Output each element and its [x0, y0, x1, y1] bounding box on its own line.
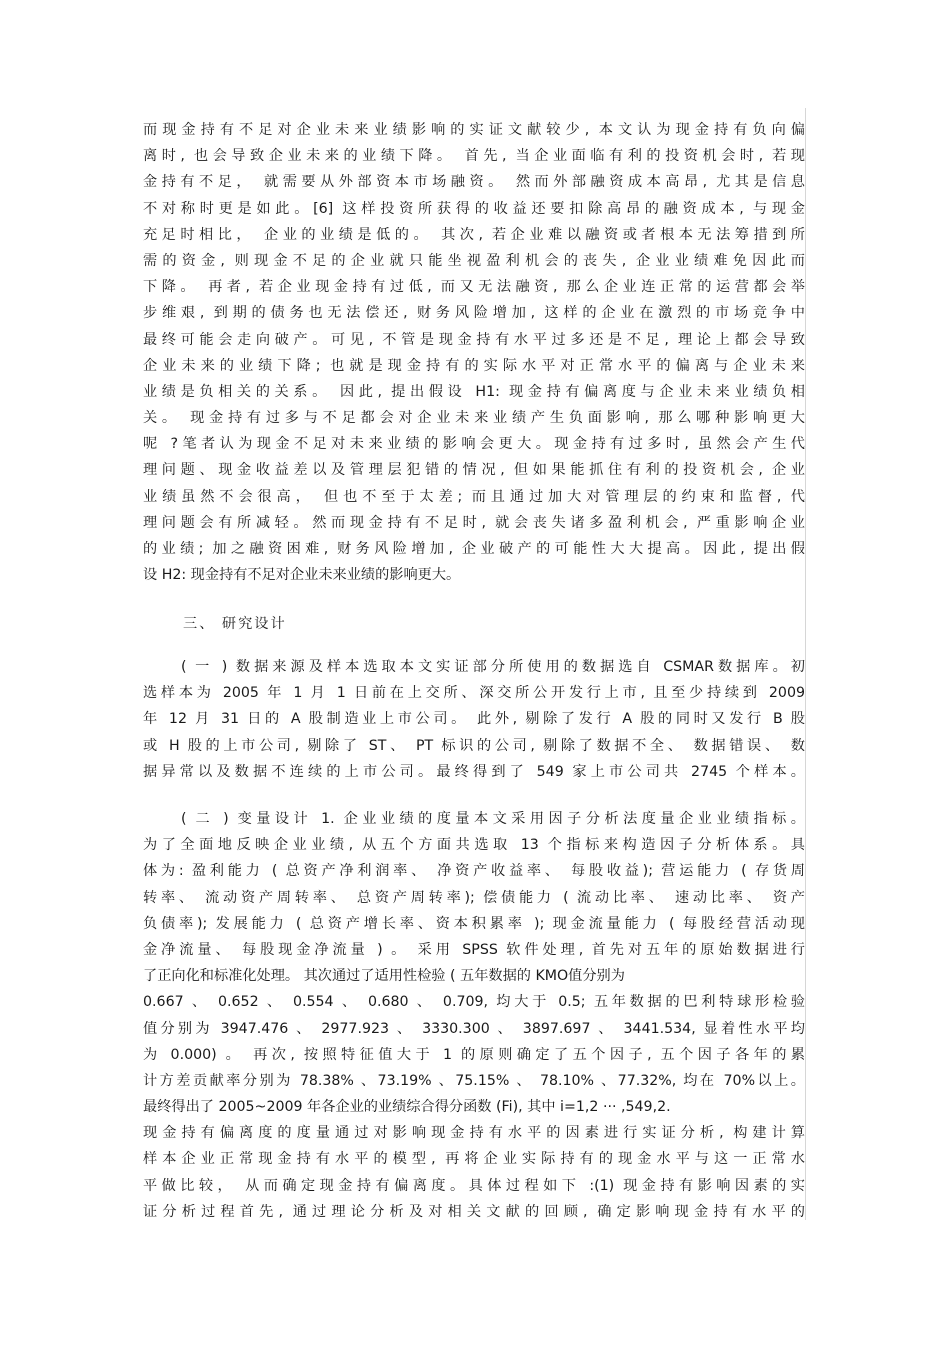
- text-line: 而现金持有不足对企业未来业绩影响的实证文献较少, 本文认为现金持有负向偏: [143, 122, 805, 138]
- text-line: 体为: 盈利能力 ( 总资产净利润率、 净资产收益率、 每股收益); 营运能力 ( 存货周: [143, 863, 805, 880]
- text-line: 金净流量、 每股现金净流量 ) 。 采用 SPSS 软件处理, 首先对五年的原始数据进行: [143, 941, 805, 958]
- text-line: 下降。 再者, 若企业现金持有过低, 而又无法融资, 那么企业连正常的运营都会举: [143, 279, 805, 296]
- text-line: 负债率); 发展能力 ( 总资产增长率、资本积累率 ); 现金流量能力 ( 每股经营活动现: [143, 915, 805, 932]
- text-line: 充足时相比， 企业的业绩是低的。 其次, 若企业难以融资或者根本无法筹措到所: [143, 226, 805, 243]
- text-line: 证分析过程首先, 通过理论分析及对相关文献的回顾, 确定影响现金持有水平的: [143, 1203, 805, 1220]
- text-line: 计方差贡献率分别为 78.38% 、73.19% 、75.15% 、 78.10% 、77.32%, 均在 70%以上。: [143, 1072, 805, 1089]
- text-line: 的业绩; 加之融资困难, 财务风险增加, 企业破产的可能性大大提高。因此, 提出假: [143, 541, 805, 557]
- text-line: 现金持有偏离度的度量通过对影响现金持有水平的因素进行实证分析, 构建计算: [143, 1125, 805, 1142]
- text-line: 设 H2: 现金持有不足对企业未来业绩的影响更大。: [143, 567, 461, 584]
- text-line: 为了全面地反映企业业绩, 从五个方面共选取 13 个指标来构造因子分析体系。具: [143, 837, 805, 854]
- text-line: ( 二 ) 变量设计 1. 企业业绩的度量本文采用因子分析法度量企业业绩指标。: [181, 811, 805, 827]
- text-line: 最终得出了 2005~2009 年各企业的业绩综合得分函数 (Fi), 其中 i=1,2 ··· ,549,2.: [143, 1099, 671, 1116]
- section-heading: 三、 研究设计: [183, 616, 287, 632]
- text-line: 关。 现金持有过多与不足都会对企业未来业绩产生负面影响, 那么哪种影响更大: [143, 410, 805, 427]
- text-line: 转率、 流动资产周转率、 总资产周转率); 偿债能力 ( 流动比率、 速动比率、 资产: [143, 889, 805, 906]
- text-line: 离时, 也会导致企业未来的业绩下降。 首先, 当企业面临有利的投资机会时, 若现: [143, 148, 805, 165]
- text-line: 理问题会有所减轻。然而现金持有不足时, 就会丧失诸多盈利机会, 严重影响企业: [143, 514, 805, 531]
- text-line: 金持有不足， 就需要从外部资本市场融资。 然而外部融资成本高昂, 尤其是信息: [143, 174, 805, 191]
- text-line: 值分别为 3947.476 、 2977.923 、 3330.300 、 3897.697 、 3441.534, 显着性水平均: [143, 1020, 805, 1037]
- text-line: 0.667 、 0.652 、 0.554 、 0.680 、 0.709, 均大于 0.5; 五年数据的巴利特球形检验: [143, 994, 805, 1011]
- text-line: 呢 ?笔者认为现金不足对未来业绩的影响会更大。现金持有过多时, 虽然会产生代: [143, 436, 805, 453]
- text-line: 企业未来的业绩下降; 也就是现金持有的实际水平对正常水平的偏离与企业未来: [143, 357, 805, 374]
- page-divider-rule: [805, 108, 806, 1220]
- text-line: 需的资金, 则现金不足的企业就只能坐视盈利机会的丧失, 企业业绩难免因此而: [143, 252, 805, 269]
- text-line: 样本企业正常现金持有水平的模型, 再将企业实际持有的现金水平与这一正常水: [143, 1151, 805, 1168]
- text-line: 了正向化和标准化处理。 其次通过了适用性检验 ( 五年数据的 KMO值分别为: [143, 968, 625, 985]
- text-line: 选样本为 2005 年 1 月 1 日前在上交所、深交所公开发行上市, 且至少持续到 2009: [143, 685, 805, 702]
- text-line: 或 H 股的上市公司, 剔除了 ST、 PT 标识的公司, 剔除了数据不全、 数据错误、 数: [143, 737, 805, 754]
- text-line: 不对称时更是如此。[6] 这样投资所获得的收益还要扣除高昂的融资成本, 与现金: [143, 200, 805, 217]
- text-line: 年 12 月 31 日的 A 股制造业上市公司。 此外, 剔除了发行 A 股的同时又发行 B 股: [143, 711, 805, 728]
- text-line: 平做比较， 从而确定现金持有偏离度。具体过程如下 :(1) 现金持有影响因素的实: [143, 1177, 805, 1194]
- paragraph-variable-design: [143, 806, 805, 1225]
- paragraph-data-source: [143, 654, 805, 785]
- text-line: 最终可能会走向破产。可见, 不管是现金持有水平过多还是不足, 理论上都会导致: [143, 331, 805, 348]
- text-line: 步维艰, 到期的债务也无法偿还, 财务风险增加, 这样的企业在激烈的市场竞争中: [143, 305, 805, 322]
- text-line: 为 0.000) 。 再次, 按照特征值大于 1 的原则确定了五个因子, 五个因子各年的累: [143, 1046, 805, 1063]
- text-line: 理问题、现金收益差以及管理层犯错的情况, 但如果能抓住有利的投资机会, 企业: [143, 462, 805, 479]
- text-line: 业绩是负相关的关系。 因此, 提出假设 H1: 现金持有偏离度与企业未来业绩负相: [143, 383, 805, 400]
- text-line: 据异常以及数据不连续的上市公司。最终得到了 549 家上市公司共 2745 个样本。: [143, 763, 805, 780]
- text-line: 业绩虽然不会很高， 但也不至于太差; 而且通过加大对管理层的约束和监督, 代: [143, 488, 805, 505]
- paragraph-hypotheses: [143, 117, 805, 588]
- text-line: ( 一 ) 数据来源及样本选取本文实证部分所使用的数据选自 CSMAR数据库。初: [181, 659, 805, 675]
